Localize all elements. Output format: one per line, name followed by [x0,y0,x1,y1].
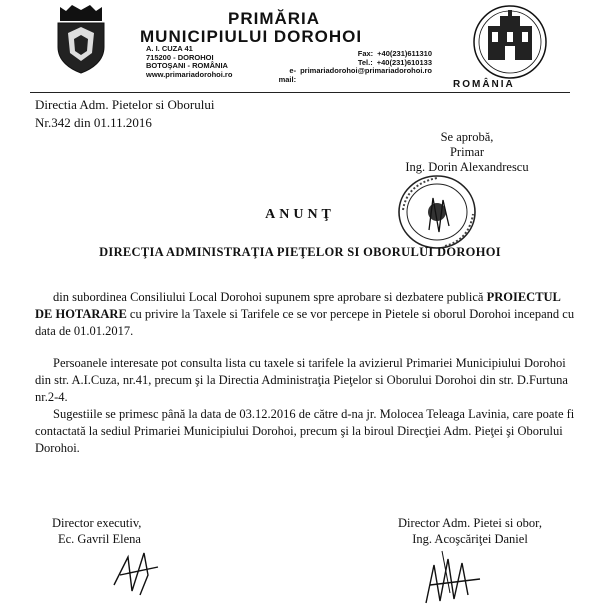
header-title-line2: MUNICIPIULUI DOROHOI [140,27,363,46]
email-label: e-mail: [278,66,297,84]
header-title-line1: PRIMĂRIA [228,9,321,28]
body-paragraph-1 [35,289,580,340]
address-line: BOTOŞANI - ROMÂNIA [146,61,228,70]
header-contact [272,50,432,84]
fax-number: +40(231)611310 [377,49,432,58]
approval-line: Se aprobă, [440,130,494,144]
left-signature-block [52,515,141,547]
header-divider [30,92,570,93]
issuing-direction: DIRECŢIA ADMINISTRAŢIA PIEŢELOR SI OBORULUI DOROHOI [99,245,501,259]
approval-block [392,130,542,175]
signatory-name: Ing. Acoşcăriţei Daniel [412,532,528,546]
approval-name: Ing. Dorin Alexandrescu [405,160,529,174]
department-name: Directia Adm. Pietelor si Oborului [35,97,215,112]
paragraph-text: cu privire la Taxele si Tarifele ce se vor percepe in Pietele si oborul Dorohoi incepand cu data de 01.01.2017. [35,307,575,338]
website-link[interactable]: www.primariadorohoi.ro [146,69,233,79]
tel-label: Tel.: [357,57,373,67]
coat-of-arms-logo [52,3,110,75]
body-paragraph-3: Sugestiile se primesc până la data de 03.12.2016 de către d-na jr. Molocea Teleaga Lavinia, care poate fi contactată la sediul Primariei Municipiului Dorohoi, precum şi la biroul Direcţiei Adm. Pieţei şi Oborului Dorohoi. [35,407,575,455]
signatory-role: Director Adm. Pietei si obor, [398,516,542,530]
project-title: PROIECTUL DE HOTARARE [35,290,561,321]
tel-number: +40(231)610133 [376,57,432,67]
country-label: ROMÂNIA [453,79,515,90]
body-paragraph-2: Persoanele interesate pot consulta lista cu taxele si tarifele la avizierul Primariei Municipiului Dorohoi din str. A.I.Cuza, nr.41, precum şi la Directia Administraţia Pieţelor si Oborului Dorohoi din str. D.Furtuna nr.2-4. [35,356,568,404]
address-line: 715200 - DOROHOI [146,52,214,62]
signatory-role: Director executiv, [52,516,142,530]
address-line: A. I. CUZA 41 [146,44,193,53]
paragraph-text: din subordinea Consiliului Local Dorohoi supunem spre aprobare si dezbatere publică [53,290,484,304]
document-title: ANUNŢ [265,207,335,222]
signatory-name: Ec. Gavril Elena [58,532,141,546]
handwritten-signature-left [110,545,170,600]
handwritten-signature-right [420,545,500,607]
city-seal-logo [450,2,570,90]
approval-role: Primar [449,145,485,159]
fax-label: Fax: [357,49,374,58]
email-link[interactable]: primariadorohoi@primariadorohoi.ro [300,66,432,75]
header-address [146,45,232,79]
registration-number: Nr.342 din 01.11.2016 [35,115,152,130]
right-signature-block [370,515,570,547]
